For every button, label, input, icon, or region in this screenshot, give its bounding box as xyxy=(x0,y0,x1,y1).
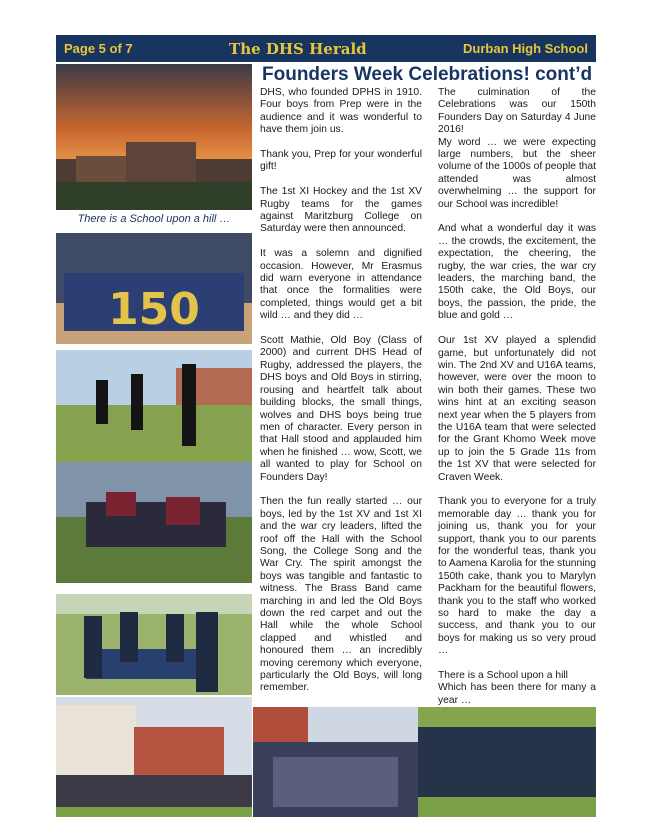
cake-number: 150 xyxy=(108,284,200,335)
paragraph: Then the fun really started … our boys, led by the 1st XV and 1st XI and the war cry leaders, lifted the roof off the Hall with the School Song, the College Song and the War Cry. The spirit amongst the boys was tangible and fantastic to witness. The Brass Band came marching in and led the Old Boys down the red carpet and out the Hall while the whole School clapped and whistled and honoured them … an incredibly moving ceremony which everyone, particularly the Old Boys, will long remember. xyxy=(260,496,422,694)
school-name: Durban High School xyxy=(463,41,588,56)
masthead: The DHS Herald xyxy=(229,39,367,58)
page-header xyxy=(56,35,596,62)
article-title: Founders Week Celebrations! cont’d xyxy=(262,64,593,85)
page-number: Page 5 of 7 xyxy=(64,41,133,56)
school-sunset-photo xyxy=(56,64,252,210)
war-cry-photo xyxy=(56,350,252,462)
paragraph: It was a solemn and dignified occasion. However, Mr Erasmus did warn everyone in attendance that once the formalities were completed, things would get a bit wild … and they did … xyxy=(260,248,422,322)
paragraph: Thank you, Prep for your wonderful gift! xyxy=(260,149,422,173)
paragraph: The culmination of the Celebrations was our 150th Founders Day on Saturday 4 June 2016! My word … we were expecting large numbers, but the sheer volume of the 1000s of people that attended was almost overwhelming … the support for our School was incredible! xyxy=(438,87,596,210)
article-column-2 xyxy=(438,87,596,720)
paragraph: Scott Mathie, Old Boy (Class of 2000) and current DHS Head of Rugby, addressed the players, the DHS boys and Old Boys in stirring, rousing and heartfelt talk about building blocks, the small things, wolves and DHS boys being true men of character. Every person in that Hall stood and applauded him when he finished … wow, Scott, we all wanted to play for School on Founders Day! xyxy=(260,335,422,483)
paragraph: And what a wonderful day it was … the crowds, the excitement, the expectation, the cheering, the rugby, the war cries, the war cry leaders, the marching band, the 150th cake, the Old Boys, our boys, the passion, the pride, the blue and gold … xyxy=(438,223,596,322)
school-buildings-photo xyxy=(56,697,252,817)
rugby-match-photo xyxy=(56,462,252,583)
stands-photo xyxy=(418,707,596,817)
cake-cutting-photo xyxy=(56,594,252,695)
paragraph: DHS, who founded DPHS in 1910. Four boys from Prep were in the audience and it was wonderful to have them join us. xyxy=(260,87,422,136)
crowd-photo xyxy=(253,707,418,817)
article-column-1 xyxy=(260,87,422,707)
photo-caption: There is a School upon a hill … xyxy=(77,213,231,225)
paragraph: The 1st XI Hockey and the 1st XV Rugby teams for the games against Maritzburg College on Saturday were then announced. xyxy=(260,186,422,235)
paragraph: There is a School upon a hill Which has been there for many a year … xyxy=(438,670,596,706)
paragraph: Thank you to everyone for a truly memorable day … thank you for joining us, thank you for your support, thank you to our parents for the wonderful teas, thank you to Aamena Karolia for the stunning 150th cake, thank you to Marylyn Packham for the beautiful flowers, thank you to the staff who worked so hard to make the day a success, and thank you to our boys for making us so very proud … xyxy=(438,496,596,657)
paragraph: Our 1st XV played a splendid game, but unfortunately did not win. The 2nd XV and U16A teams, however, were over the moon to win both their games. These two wins hint at an exciting season next year when the 5 players from the U16A team that were selected for the Grant Khomo Week move up to join the 5 Grade 11s from the 1st XV that were selected for Craven Week. xyxy=(438,335,596,483)
cake-150-photo xyxy=(56,233,252,344)
